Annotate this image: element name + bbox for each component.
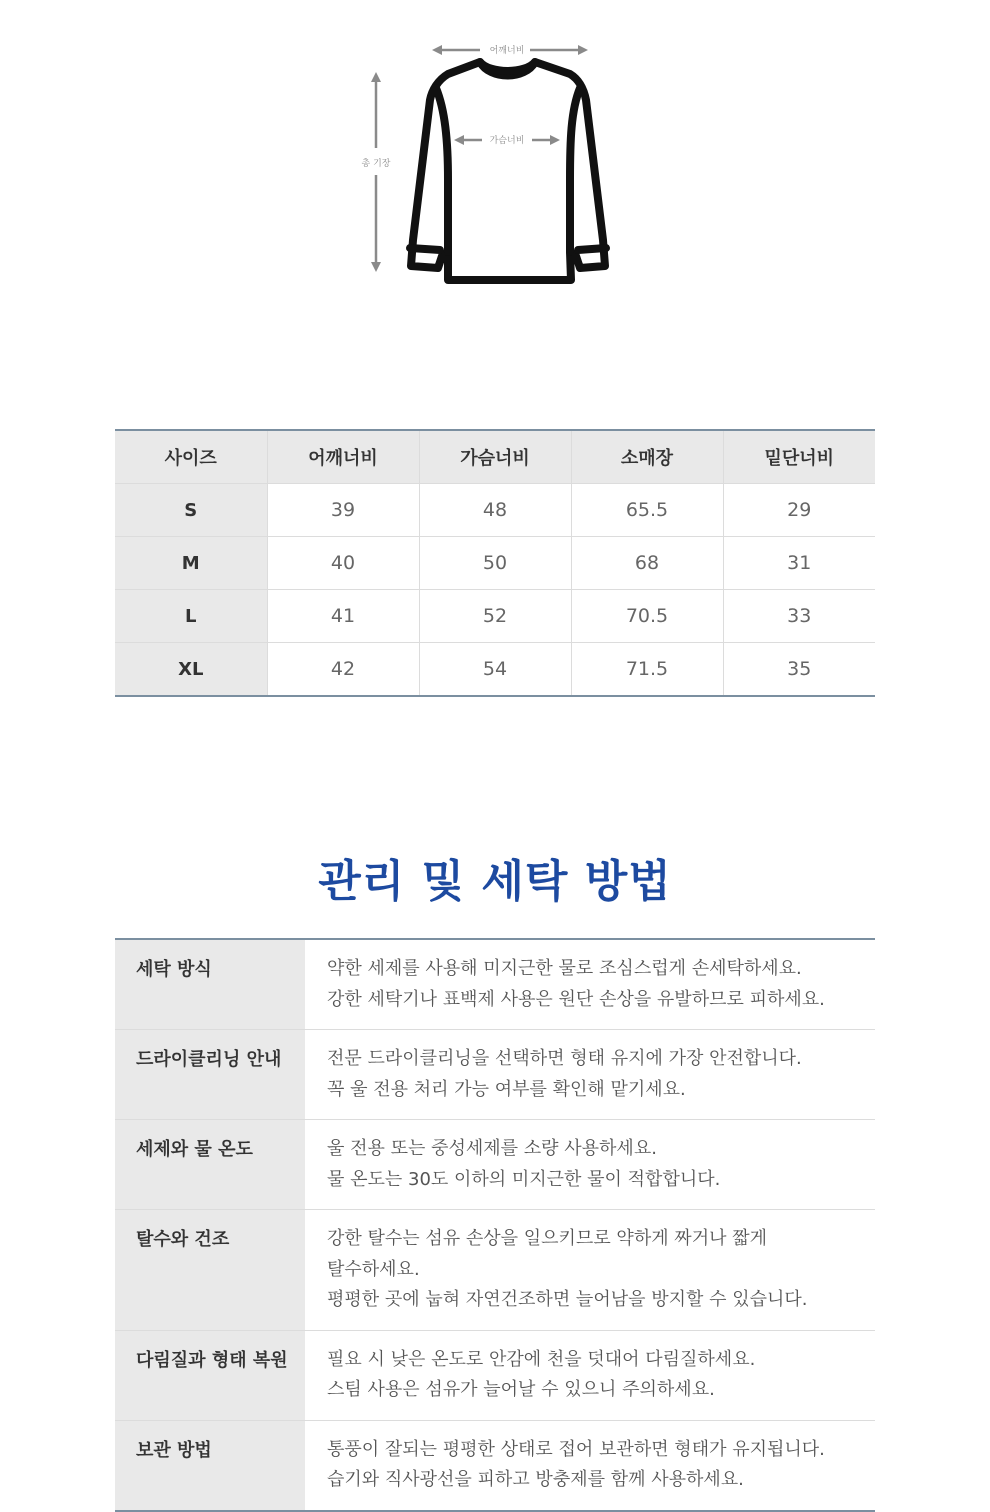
header-shoulder-width: 어깨너비 (267, 430, 419, 484)
care-description (305, 1030, 875, 1120)
sleeve-value: 68 (571, 537, 723, 590)
care-line: 평평한 곳에 눕혀 자연건조하면 늘어남을 방지할 수 있습니다. (327, 1289, 808, 1310)
header-sleeve-length: 소매장 (571, 430, 723, 484)
care-row-spin-dry (115, 1210, 875, 1331)
care-line: 습기와 직사광선을 피하고 방충제를 함께 사용하세요. (327, 1469, 744, 1490)
care-line: 스팀 사용은 섬유가 늘어날 수 있으니 주의하세요. (327, 1379, 715, 1400)
shoulder-value: 42 (267, 643, 419, 697)
care-instructions-table (115, 938, 875, 1512)
care-row-storage (115, 1420, 875, 1511)
hem-value: 31 (723, 537, 875, 590)
shoulder-value: 39 (267, 484, 419, 537)
table-row (115, 484, 875, 537)
care-line: 통풍이 잘되는 평평한 상태로 접어 보관하면 형태가 유지됩니다. (327, 1438, 825, 1460)
hem-value: 29 (723, 484, 875, 537)
shoulder-width-label: 어깨너비 (489, 46, 525, 56)
size-label: M (115, 537, 267, 590)
care-label: 드라이클리닝 안내 (115, 1030, 305, 1120)
care-label: 세탁 방식 (115, 939, 305, 1030)
care-row-ironing (115, 1330, 875, 1420)
chest-width-label: 가슴너비 (489, 136, 525, 146)
care-line: 전문 드라이클리닝을 선택하면 형태 유지에 가장 안전합니다. (327, 1048, 802, 1069)
care-description (305, 1330, 875, 1420)
sleeve-value: 71.5 (571, 643, 723, 697)
care-description (305, 1210, 875, 1331)
sleeve-value: 65.5 (571, 484, 723, 537)
care-line: 물 온도는 30도 이하의 미지근한 물이 적합합니다. (327, 1168, 721, 1190)
care-row-detergent-temperature (115, 1120, 875, 1210)
care-description (305, 1120, 875, 1210)
shoulder-value: 41 (267, 590, 419, 643)
care-section-title: 관리 및 세탁 방법 (318, 856, 672, 907)
total-length-label: 총 기장 (361, 159, 391, 169)
shoulder-value: 40 (267, 537, 419, 590)
care-description (305, 1420, 875, 1511)
table-row (115, 537, 875, 590)
care-label: 세제와 물 온도 (115, 1120, 305, 1210)
care-line: 탈수하세요. (327, 1258, 420, 1280)
chest-value: 50 (419, 537, 571, 590)
size-table-header-row (115, 430, 875, 484)
care-line: 꼭 울 전용 처리 가능 여부를 확인해 맡기세요. (327, 1078, 686, 1100)
header-size: 사이즈 (115, 430, 267, 484)
chest-value: 54 (419, 643, 571, 697)
garment-size-diagram (340, 30, 640, 300)
size-label: XL (115, 643, 267, 697)
size-label: S (115, 484, 267, 537)
care-description (305, 939, 875, 1030)
care-line: 필요 시 낮은 온도로 안감에 천을 덧대어 다림질하세요. (327, 1348, 756, 1370)
chest-value: 48 (419, 484, 571, 537)
header-hem-width: 밑단너비 (723, 430, 875, 484)
table-row (115, 590, 875, 643)
hem-value: 35 (723, 643, 875, 697)
care-label: 다림질과 형태 복원 (115, 1330, 305, 1420)
table-row (115, 643, 875, 697)
care-line: 강한 탈수는 섬유 손상을 일으키므로 약하게 짜거나 짧게 (327, 1228, 767, 1249)
hem-value: 33 (723, 590, 875, 643)
care-label: 보관 방법 (115, 1420, 305, 1511)
header-chest-width: 가슴너비 (419, 430, 571, 484)
care-line: 울 전용 또는 중성세제를 소량 사용하세요. (327, 1138, 657, 1159)
care-line: 약한 세제를 사용해 미지근한 물로 조심스럽게 손세탁하세요. (327, 958, 802, 979)
chest-value: 52 (419, 590, 571, 643)
care-label: 탈수와 건조 (115, 1210, 305, 1331)
care-row-dry-cleaning (115, 1030, 875, 1120)
size-label: L (115, 590, 267, 643)
size-table (115, 429, 875, 697)
care-line: 강한 세탁기나 표백제 사용은 원단 손상을 유발하므로 피하세요. (327, 988, 825, 1010)
sweater-icon (340, 30, 640, 300)
care-row-washing-method (115, 939, 875, 1030)
sleeve-value: 70.5 (571, 590, 723, 643)
